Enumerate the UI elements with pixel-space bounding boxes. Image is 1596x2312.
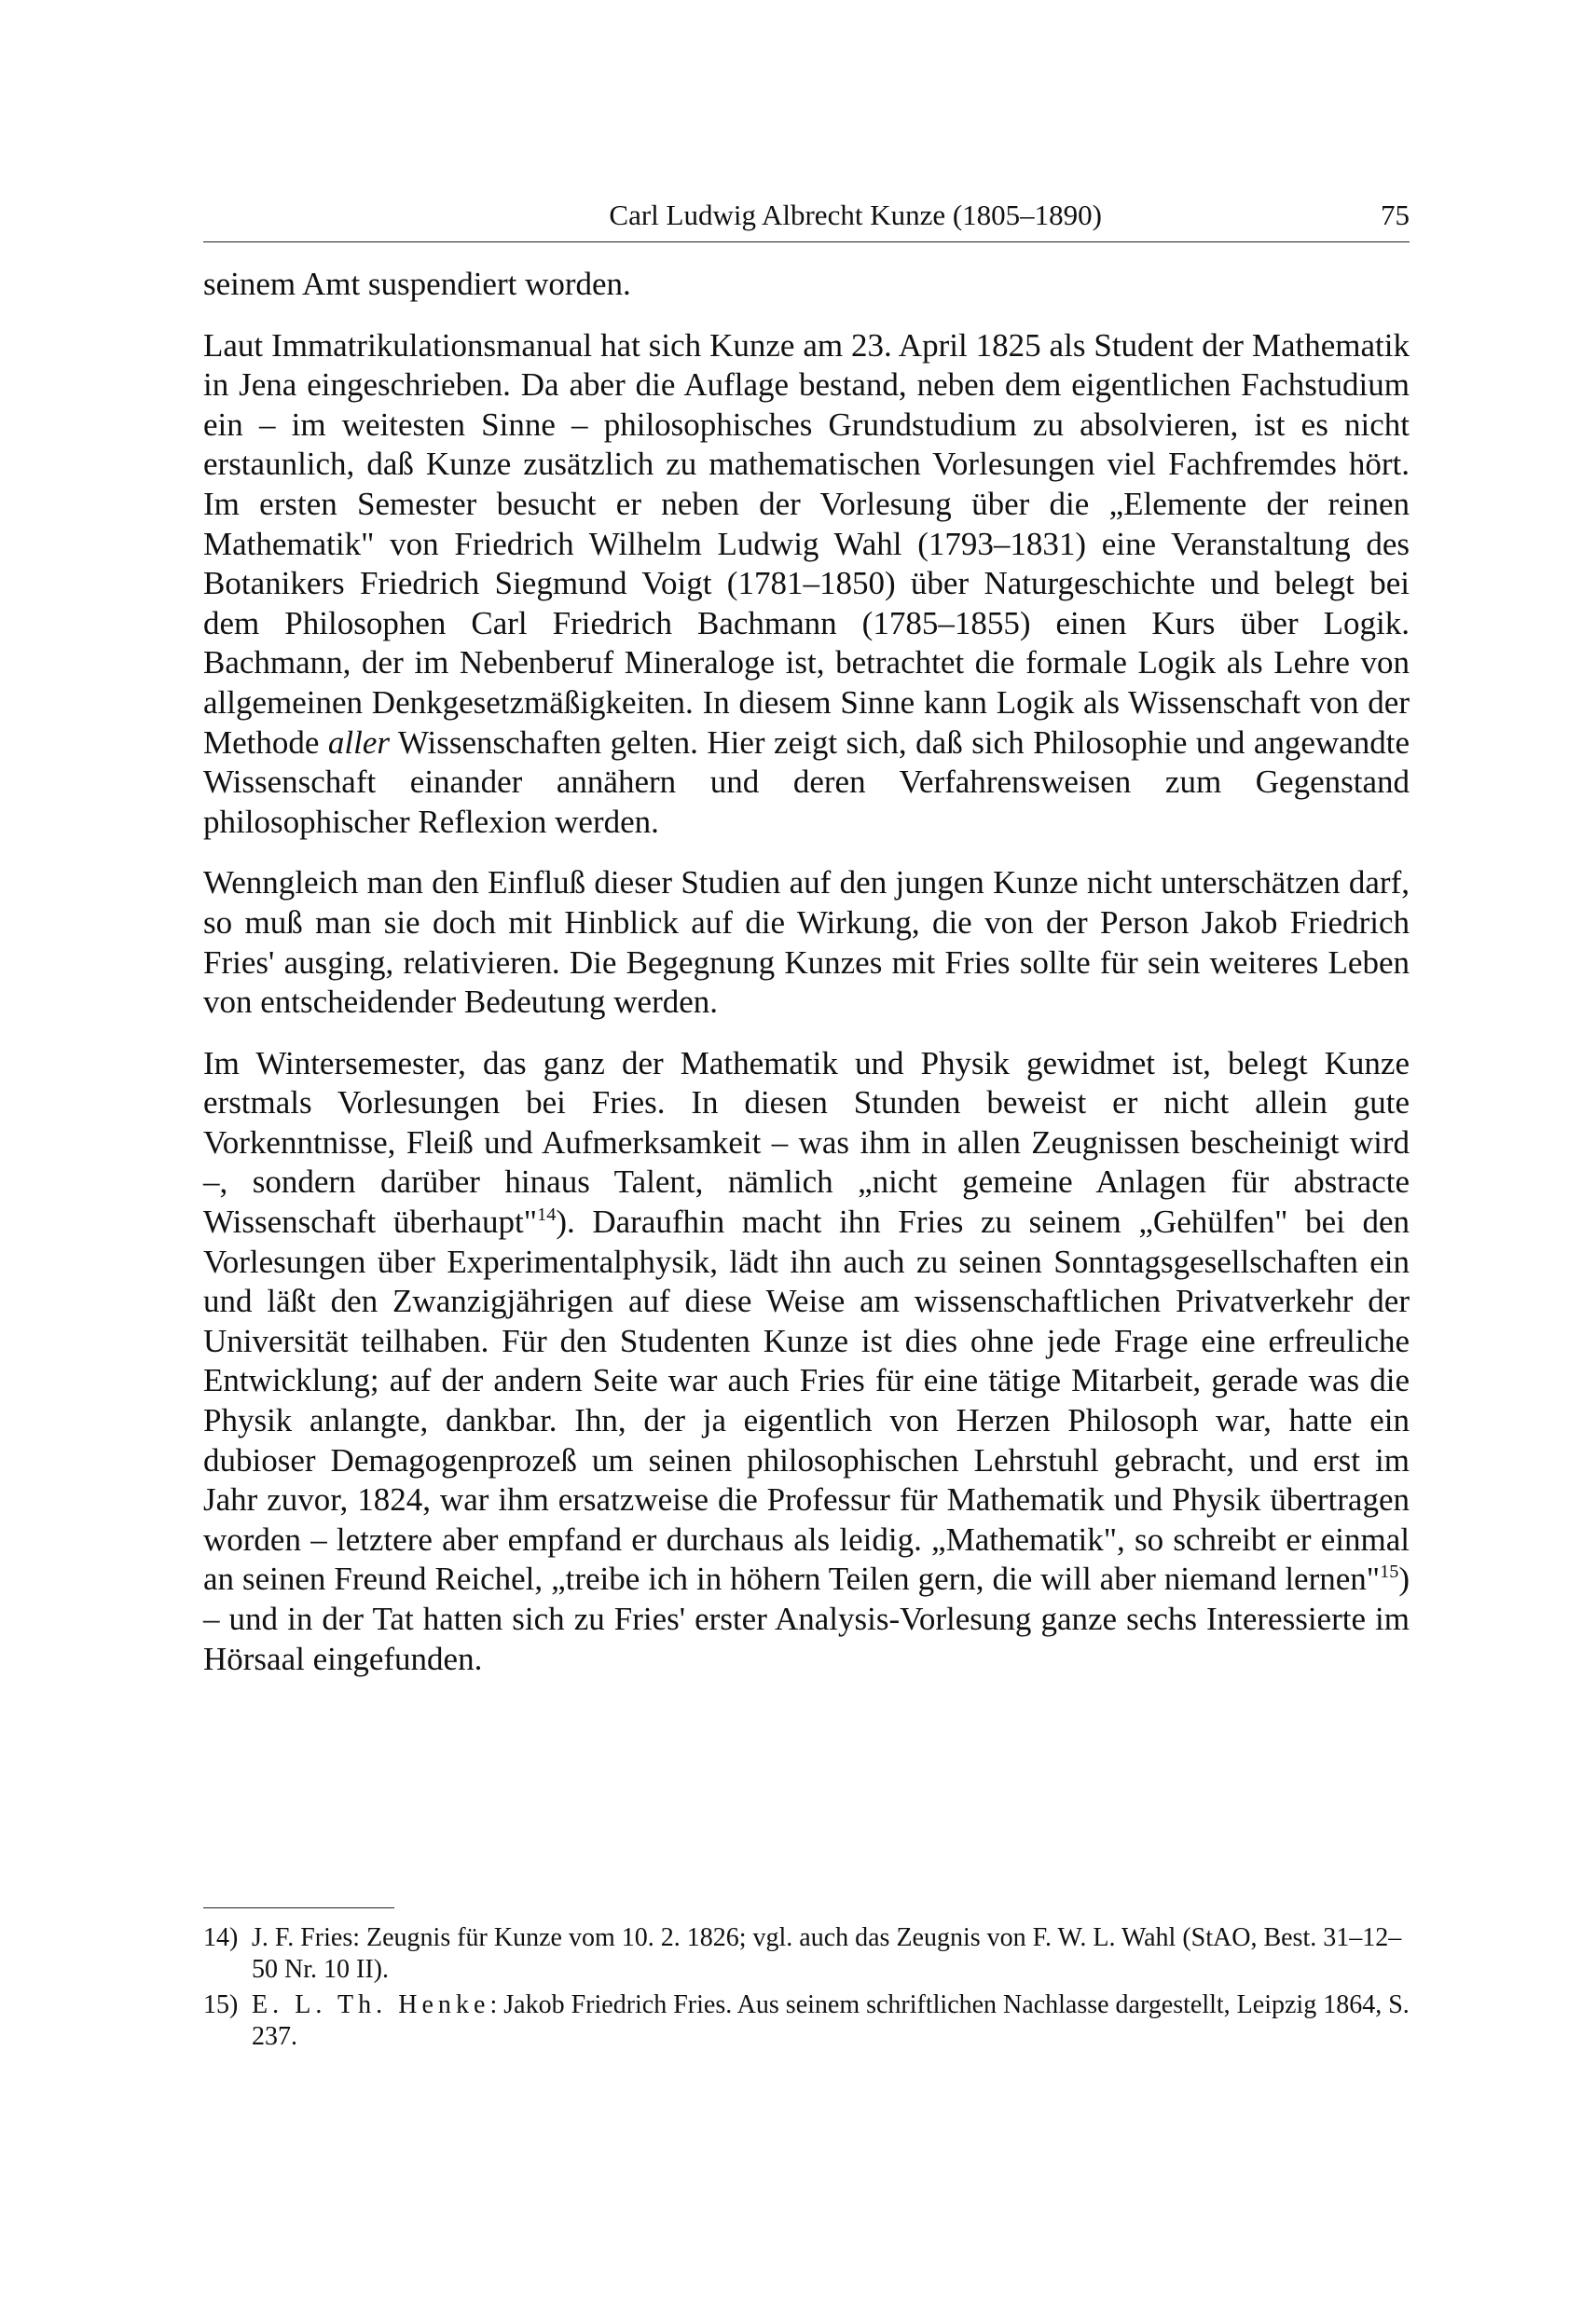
page-number: 75 — [1381, 199, 1410, 231]
paragraph-fries-influence: Wenngleich man den Einfluß dieser Studien auf den jungen Kunze nicht unterschätzen darf, so muß man sie doch mit Hinblick auf die Wirkung, die von der Person Jakob Friedrich Fries' ausging, relativieren. Die Begegnung Kunzes mit Fries sollte für sein weiteres Leben von entscheidender Bedeutung werden. — [203, 864, 1410, 1021]
paragraph-continuation: seinem Amt suspendiert worden. — [203, 266, 631, 302]
paragraph-text-part: Im Wintersemester, das ganz der Mathematik und Physik gewidmet ist, belegt Kunze erstmals Vorlesungen bei Fries. In diesen Stunden beweist er nicht allein gute Vorkenntnisse, Fleiß und Aufmerksamkeit – was ihm in allen Zeugnissen bescheinigt wird –, sondern darüber hinaus Talent, nämlich „nicht gemeine Anlagen für abstracte Wissenschaft überhaupt" — [203, 1044, 1410, 1241]
paragraph-wintersemester — [203, 1044, 1410, 1680]
footnotes — [203, 1922, 1410, 2057]
running-title: Carl Ludwig Albrecht Kunze (1805–1890) — [609, 199, 1102, 231]
footnote-mark: 15) — [203, 1990, 239, 2019]
paragraph-text-part: Wissenschaften gelten. Hier zeigt sich, daß sich Philosophie und angewandte Wissenschaft einander annähern und deren Verfahrensweisen zum Gegenstand philosophischer Reflexion werden. — [203, 723, 1410, 840]
footnote-text: : Jakob Friedrich Fries. Aus seinem schriftlichen Nachlasse dargestellt, Leipzig 1864, S. 237. — [252, 1990, 1410, 2051]
paragraph-text-part: ). Daraufhin macht ihn Fries zu seinem „Gehülfen" bei den Vorlesungen über Experimentalphysik, lädt ihn auch zu seinen Sonntagsgesellschaften ein und läßt den Zwanzigjährigen auf diese Weise am wissenschaftlichen Privatverkehr der Universität teilhaben. Für den Studenten Kunze ist dies ohne jede Frage eine erfreuliche Entwicklung; auf der andern Seite war auch Fries für eine tätige Mitarbeit, gerade was die Physik anlangte, dankbar. Ihn, der ja eigentlich von Herzen Philosoph war, hatte ein dubioser Demagogenprozeß um seinen philosophischen Lehrstuhl gebracht, und erst im Jahr zuvor, 1824, war ihm ersatzweise die Professur für Mathematik und Physik übertragen worden – letztere aber empfand er durchaus als leidig. „Mathematik", so schreibt er einmal an seinen Freund Reichel, „treibe ich in höhern Teilen gern, die will aber niemand lernen" — [203, 1204, 1410, 1598]
footnote-ref-14[interactable]: 14 — [537, 1204, 557, 1225]
footnote-14 — [203, 1922, 1410, 1986]
paragraph-text-part: Laut Immatrikulationsmanual hat sich Kunze am 23. April 1825 als Student der Mathematik in Jena eingeschrieben. Da aber die Auflage bestand, neben dem eigentlichen Fachstudium ein – im weitesten Sinne – philosophisches Grundstudium zu absolvieren, ist es nicht erstaunlich, daß Kunze zusätzlich zu mathematischen Vorlesungen viel Fachfremdes hört. Im ersten Semester besucht er neben der Vorlesung über die „Elemente der reinen Mathematik" von Friedrich Wilhelm Ludwig Wahl (1793–1831) eine Veranstaltung des Botanikers Friedrich Siegmund Voigt (1781–1850) über Naturgeschichte und belegt bei dem Philosophen Carl Friedrich Bachmann (1785–1855) einen Kurs über Logik. Bachmann, der im Nebenberuf Mineraloge ist, betrachtet die formale Logik als Lehre von allgemeinen Denkgesetzmäßigkeiten. In diesem Sinne kann Logik als Wissenschaft von der Methode — [203, 326, 1410, 761]
footnote-mark: 14) — [203, 1923, 239, 1952]
emphasis: aller — [327, 723, 391, 761]
header-rule — [203, 241, 1410, 242]
footnote-author: E. L. Th. Henke — [252, 1990, 490, 2019]
paragraph-matriculation — [203, 326, 1410, 843]
paragraph-text-part: ) – und in der Tat hatten sich zu Fries' erster Analysis-Vorlesung ganze sechs Interessierte im Hörsaal eingefunden. — [203, 1561, 1410, 1677]
footnote-rule — [203, 1907, 394, 1908]
body-text — [203, 265, 1410, 1700]
footnote-text: J. F. Fries: Zeugnis für Kunze vom 10. 2. 1826; vgl. auch das Zeugnis von F. W. L. Wahl (StAO, Best. 31–12–50 Nr. 10 II). — [252, 1923, 1402, 1984]
footnote-15 — [203, 1989, 1410, 2053]
footnote-ref-15[interactable]: 15 — [1380, 1562, 1399, 1583]
running-header — [203, 191, 1410, 240]
